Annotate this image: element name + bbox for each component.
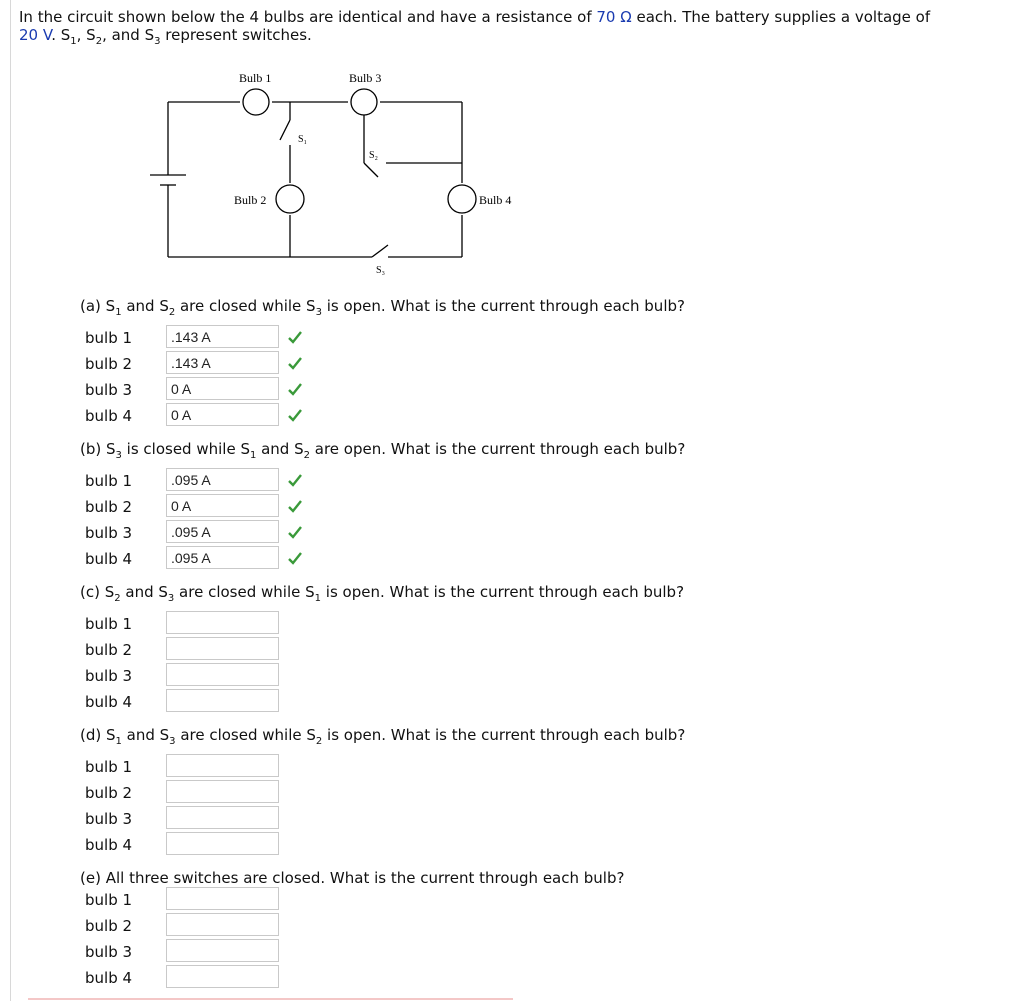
checkmark-icon [287, 524, 303, 540]
answer-row [80, 494, 980, 520]
checkmark-icon [287, 550, 303, 566]
answer-input[interactable] [166, 806, 279, 829]
switch-s3-label: S₃ [376, 265, 386, 276]
answer-row [80, 913, 980, 939]
answer-label: bulb 3 [85, 524, 133, 542]
voltage-value: 20 V [19, 26, 52, 44]
answer-input[interactable] [166, 965, 279, 988]
answer-row [80, 939, 980, 965]
answer-row [80, 351, 980, 377]
answer-row [80, 611, 980, 637]
answer-label: bulb 2 [85, 917, 133, 935]
part-b [80, 440, 980, 572]
checkmark-icon [287, 407, 303, 423]
answer-label: bulb 3 [85, 943, 133, 961]
answer-row [80, 637, 980, 663]
intro-text-b: each. The battery supplies a voltage of [631, 8, 931, 26]
bulb-4-icon [448, 185, 476, 213]
answer-label: bulb 3 [85, 667, 133, 685]
answer-row [80, 965, 980, 991]
answer-row [80, 689, 980, 715]
checkmark-icon [287, 355, 303, 371]
part-d-question: (d) $S_1$ and $S_3$ are closed while $S_2$ is open. What is the current through each bulb? [80, 726, 686, 747]
answer-row [80, 546, 980, 572]
bulb-2-label: Bulb 2 [234, 193, 267, 207]
part-e [80, 869, 980, 991]
answer-label: bulb 4 [85, 969, 133, 987]
answer-row [80, 520, 980, 546]
answer-label: bulb 2 [85, 355, 133, 373]
answer-row [80, 754, 980, 780]
part-a [80, 297, 980, 429]
checkmark-icon [287, 329, 303, 345]
part-c-question: (c) $S_2$ and $S_3$ are closed while $S_1$ is open. What is the current through each bulb? [80, 583, 685, 604]
answer-input[interactable] [166, 611, 279, 634]
part-e-question: (e) All three switches are closed. What is the current through each bulb? [80, 869, 625, 887]
intro-text-a: In the circuit shown below the 4 bulbs are identical and have a resistance of [19, 8, 597, 26]
bulb-3-label: Bulb 3 [349, 71, 382, 85]
answer-row [80, 832, 980, 858]
bulb-3-icon [351, 89, 377, 115]
answer-input[interactable] [166, 780, 279, 803]
answer-input[interactable]: .095 A [166, 546, 279, 569]
answer-label: bulb 1 [85, 758, 133, 776]
answer-row [80, 806, 980, 832]
checkmark-icon [287, 381, 303, 397]
bottom-divider [28, 998, 513, 1000]
answer-label: bulb 3 [85, 381, 133, 399]
answer-label: bulb 2 [85, 641, 133, 659]
answer-input[interactable]: 0 A [166, 403, 279, 426]
part-c [80, 583, 980, 715]
answer-row [80, 663, 980, 689]
answer-label: bulb 4 [85, 693, 133, 711]
answer-input[interactable] [166, 689, 279, 712]
checkmark-icon [287, 472, 303, 488]
answer-input[interactable] [166, 754, 279, 777]
answer-row [80, 468, 980, 494]
bulb-1-label: Bulb 1 [239, 71, 272, 85]
answer-row [80, 403, 980, 429]
bulb-2-icon [276, 185, 304, 213]
circuit-diagram [140, 65, 540, 280]
answer-label: bulb 1 [85, 615, 133, 633]
answer-label: bulb 2 [85, 498, 133, 516]
problem-intro [19, 8, 1009, 51]
answer-label: bulb 1 [85, 472, 133, 490]
answer-label: bulb 4 [85, 836, 133, 854]
answer-input[interactable]: 0 A [166, 494, 279, 517]
answer-row [80, 377, 980, 403]
answer-input[interactable]: 0 A [166, 377, 279, 400]
part-d [80, 726, 980, 858]
answer-input[interactable]: .143 A [166, 351, 279, 374]
part-a-question: (a) $S_1$ and $S_2$ are closed while $S_3$ is open. What is the current through each bulb? [80, 297, 685, 318]
answer-label: bulb 2 [85, 784, 133, 802]
answer-input[interactable] [166, 887, 279, 910]
answer-row [80, 887, 980, 913]
answer-input[interactable]: .095 A [166, 468, 279, 491]
intro-text-c: . $S_1$, $S_2$, and $S_3$ represent switches. [51, 26, 312, 47]
switch-s1-label: S₁ [298, 134, 308, 145]
answer-input[interactable] [166, 939, 279, 962]
answer-input[interactable] [166, 913, 279, 936]
answer-input[interactable]: .095 A [166, 520, 279, 543]
answer-input[interactable] [166, 637, 279, 660]
answer-label: bulb 3 [85, 810, 133, 828]
part-b-question: (b) $S_3$ is closed while $S_1$ and $S_2$ are open. What is the current through each bulb? [80, 440, 686, 461]
answer-row [80, 780, 980, 806]
answer-input[interactable]: .143 A [166, 325, 279, 348]
answer-label: bulb 4 [85, 407, 133, 425]
answer-label: bulb 4 [85, 550, 133, 568]
answer-label: bulb 1 [85, 891, 133, 909]
resistance-value: 70 Ω [596, 8, 632, 26]
bulb-4-label: Bulb 4 [479, 193, 512, 207]
answer-label: bulb 1 [85, 329, 133, 347]
answer-row [80, 325, 980, 351]
bulb-1-icon [243, 89, 269, 115]
answer-input[interactable] [166, 832, 279, 855]
answer-input[interactable] [166, 663, 279, 686]
checkmark-icon [287, 498, 303, 514]
switch-s2-label: S₂ [369, 150, 379, 161]
